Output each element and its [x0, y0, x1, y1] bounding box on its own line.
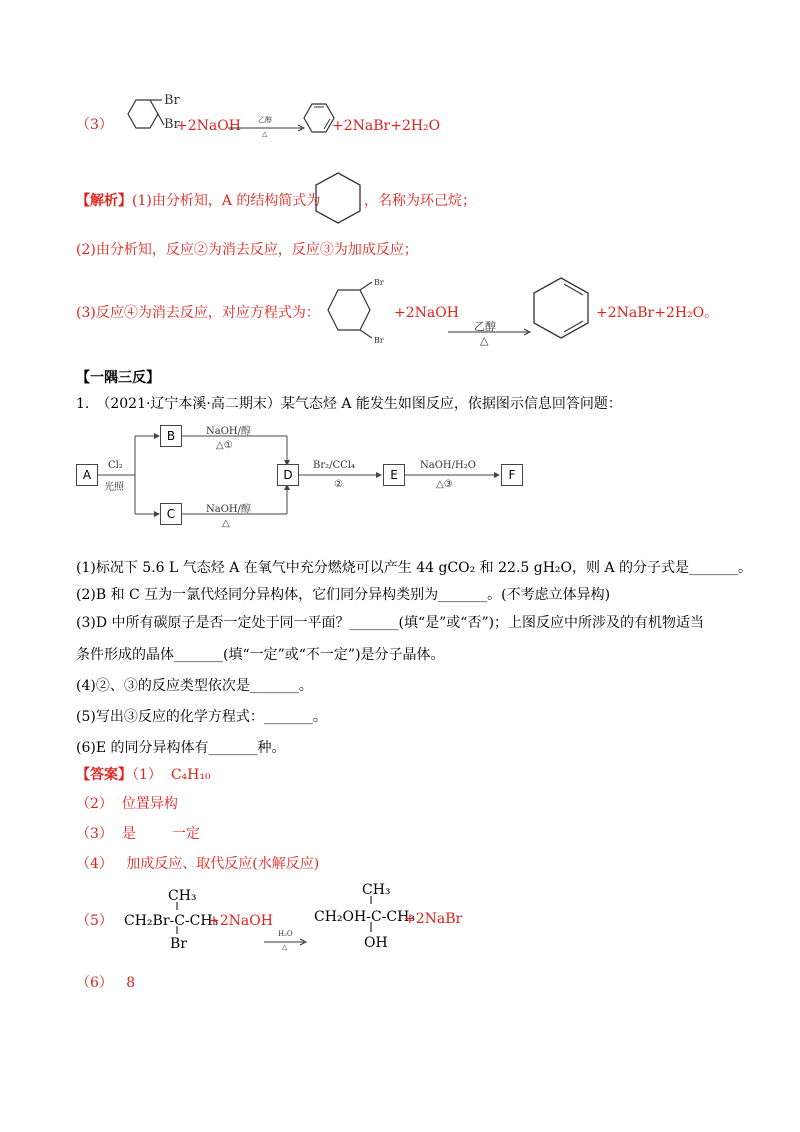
answer-3 — [76, 825, 200, 843]
question-item-3b: 条件形成的晶体_______(填“一定”或“不一定”)是分子晶体。 — [76, 647, 445, 663]
answer-5-reactant-br: Br — [170, 936, 187, 952]
answer-6 — [76, 974, 135, 992]
analysis-line2: (2)由分析知，反应②为消去反应，反应③为加成反应； — [76, 242, 418, 258]
section-title: 【一隅三反】 — [76, 370, 160, 386]
answer-5-reactant-ch3: CH₃ — [168, 888, 197, 904]
flow-label-cl2: Cl₂ — [108, 460, 123, 471]
answer-5-product: CH₂OH-C-CH₃ — [314, 909, 415, 925]
part3-arrow-condition-top: 乙醇 — [258, 116, 272, 124]
answer-1-value: C₄H₁₀ — [170, 767, 211, 783]
question-item-3a: (3)D 中所有碳原子是否一定处于同一平面？_______(填“是”或“否”)；上图反应中所涉及的有机物适当 — [76, 615, 705, 631]
analysis-br-label-top: Br — [374, 278, 384, 287]
flow-node-c: C — [160, 503, 182, 525]
flow-node-d: D — [277, 464, 299, 486]
answer-5-reagent: +2NaOH — [208, 913, 273, 929]
flow-label-c-d-bottom: △ — [222, 518, 230, 529]
flow-label-e-f-top: NaOH/H₂O — [420, 460, 476, 471]
analysis-arrow-condition-top: 乙醇 — [474, 320, 496, 333]
flow-label-light: 光照 — [104, 482, 124, 493]
part3-br-label-top: Br — [164, 93, 180, 108]
answer-4-number: （4） — [76, 856, 113, 872]
flow-label-e-f-bottom: △③ — [436, 479, 453, 490]
analysis-line3: (3)反应④为消去反应，对应方程式为： — [76, 305, 320, 321]
answer-5-reactant: CH₂Br-C-CH₃ — [124, 913, 219, 929]
answer-6-value: 8 — [126, 975, 136, 991]
question-item-5: (5)写出③反应的化学方程式：_______。 — [76, 709, 327, 725]
part3-products: +2NaBr+2H₂O — [332, 118, 441, 134]
answer-5-arrow-condition-bottom: △ — [282, 943, 288, 951]
analysis-products: +2NaBr+2H₂O。 — [596, 305, 719, 321]
flow-label-b-d-top: NaOH/醇 — [206, 426, 251, 437]
flow-node-f: F — [501, 464, 523, 486]
question-item-6: (6)E 的同分异构体有_______种。 — [76, 740, 286, 756]
part3-arrow-condition-bottom: △ — [262, 130, 268, 138]
answer-6-number: （6） — [76, 975, 113, 991]
analysis-tag: 【解析】 — [76, 193, 132, 209]
analysis-br-label-bottom: Br — [374, 336, 384, 345]
question-item-4: (4)②、③的反应类型依次是_______。 — [76, 678, 313, 694]
flow-node-b: B — [160, 425, 182, 447]
flow-label-d-e-bottom: ② — [334, 479, 343, 490]
flow-label-d-e-top: Br₂/CCl₄ — [313, 460, 356, 471]
analysis-arrow-condition-bottom: △ — [480, 334, 489, 347]
question-item-2: (2)B 和 C 互为一氯代烃同分异构体，它们同分异构类别为_______。(不考虑立体异构) — [76, 587, 611, 603]
question-item-1: (1)标况下 5.6 L 气态烃 A 在氧气中充分燃烧可以产生 44 gCO₂ 和 22.5 gH₂O，则 A 的分子式是_______。 — [76, 560, 753, 576]
answer-5-products: +2NaBr — [404, 911, 463, 927]
flow-node-e: E — [383, 464, 405, 486]
answer-1-number: （1） — [132, 767, 162, 783]
answer-2 — [76, 795, 178, 813]
analysis-line1-end: ，名称为环己烷； — [364, 193, 476, 209]
flow-label-b-d-bottom: △① — [216, 440, 233, 451]
question-intro: 1. （2021·辽宁本溪·高二期末）某气态烃 A 能发生如图反应，依据图示信息回答问题： — [76, 396, 622, 412]
part3-br-label-bottom: Br — [164, 117, 180, 132]
part3-number: （3） — [76, 117, 113, 133]
answer-5-number: （5） — [76, 913, 113, 929]
answer-2-value: 位置异构 — [121, 796, 178, 812]
answer-3-value-a: 是 — [121, 826, 136, 842]
answer-1 — [76, 766, 211, 784]
part3-reagent: +2NaOH — [176, 118, 241, 134]
analysis-reagent: +2NaOH — [394, 305, 459, 321]
answer-3-number: （3） — [76, 826, 113, 842]
answer-5-product-oh: OH — [364, 935, 388, 951]
answer-3-value-b: 一定 — [171, 826, 200, 842]
analysis-line1-text: (1)由分析知，A 的结构简式为 — [132, 193, 321, 209]
answer-5-arrow-condition-top: H₂O — [278, 930, 293, 938]
answer-2-number: （2） — [76, 796, 113, 812]
answer-5-product-ch3: CH₃ — [362, 882, 391, 898]
answer-4 — [76, 855, 319, 873]
flow-label-c-d-top: NaOH/醇 — [206, 504, 251, 515]
answer-4-value: 加成反应、取代反应(水解反应) — [126, 856, 320, 872]
flow-node-a: A — [76, 464, 98, 486]
answer-tag: 【答案】 — [76, 767, 132, 783]
